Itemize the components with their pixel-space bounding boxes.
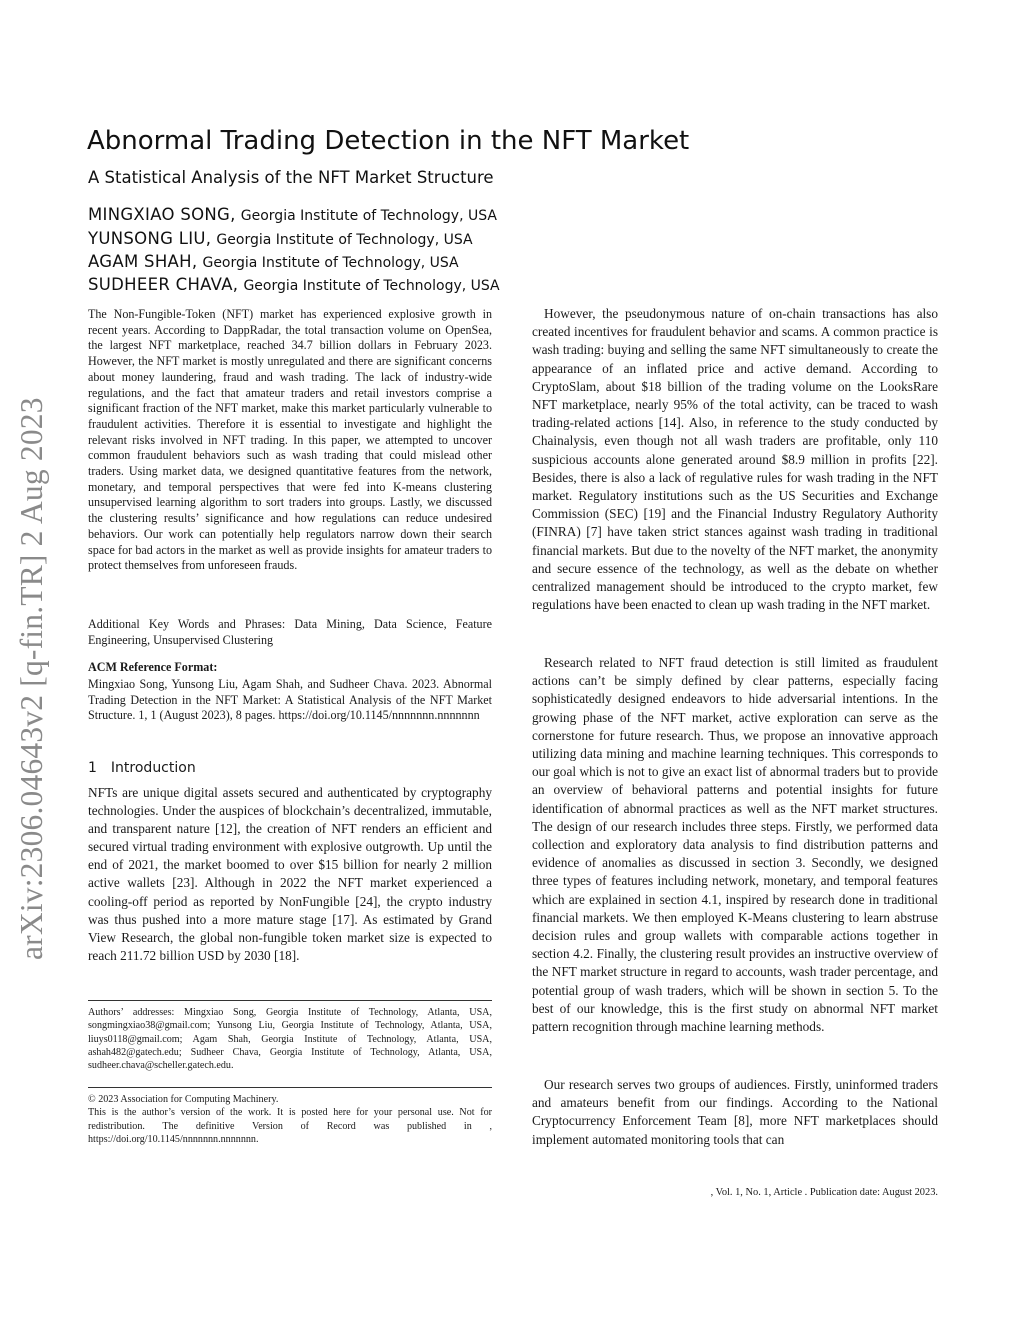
section-title: Introduction	[110, 760, 196, 776]
body-paragraph: Our research serves two groups of audiences. Firstly, uninformed traders and amateurs benefit from our findings. According to the National Cryptocurrency Enforcement Team [8], more NFT marketplaces should implement automated monitoring tools that can	[532, 1077, 938, 1147]
author-line	[88, 229, 473, 248]
author-name: SUDHEER CHAVA,	[88, 275, 239, 294]
author-line	[88, 275, 500, 294]
keywords: Additional Key Words and Phrases: Data Mining, Data Science, Feature Engineering, Unsupervised Clustering	[88, 617, 492, 647]
author-affiliation: Georgia Institute of Technology, USA	[216, 232, 473, 248]
author-line	[88, 205, 497, 224]
footnote-divider	[88, 1087, 492, 1088]
footnote-divider	[88, 1000, 492, 1001]
section-heading-introduction	[88, 760, 196, 776]
section-number: 1	[88, 760, 97, 776]
author-name: MINGXIAO SONG,	[88, 205, 236, 224]
arxiv-identifier-stamp: arXiv:2306.04643v2 [q-fin.TR] 2 Aug 2023	[14, 397, 49, 960]
author-affiliation: Georgia Institute of Technology, USA	[202, 255, 459, 271]
author-affiliation: Georgia Institute of Technology, USA	[240, 208, 497, 224]
acm-reference-heading: ACM Reference Format:	[88, 660, 218, 674]
author-line	[88, 252, 459, 271]
paper-title: Abnormal Trading Detection in the NFT Market	[87, 126, 690, 156]
author-affiliation: Georgia Institute of Technology, USA	[243, 278, 500, 294]
footnote-copyright: © 2023 Association for Computing Machinery. This is the author’s version of the work. It is posted here for your personal use. Not for redistribution. The definitive Version of Record was published in , https://doi.org/10.1145/nnnnnnn.nnnnnnn.	[88, 1094, 492, 1145]
body-paragraph: However, the pseudonymous nature of on-chain transactions has also created incentives for fraudulent behavior and scams. A common practice is wash trading: buying and selling the same NFT simultaneously to create the appearance of an inflated price and active demand. According to CryptoSlam, about $18 billion of the trading volume on the LooksRare NFT marketplace, nearly 95% of the total activity, can be traced to wash trading-related actions [14]. Also, in reference to the study conducted by Chainalysis, even though not all wash traders are profitable, only 110 suspicious accounts alone generated around $8.9 million in profits [22]. Besides, there is also a lack of regulative rules for wash trading in the NFT market. Regulatory institutions such as the US Securities and Exchange Commission (SEC) [19] and the Financial Industry Regulatory Authority (FINRA) [7] have taken strict stances against wash trading in traditional financial markets. But due to the novelty of the NFT market, the anonymity and secure essence of the technology, as well as the debate on whether centralized management should be introduced to the crypto market, few regulations have been enacted to clean up wash trading in the NFT market.	[532, 306, 938, 613]
page-footer: , Vol. 1, No. 1, Article . Publication date: August 2023.	[710, 1187, 938, 1198]
acm-reference-text: Mingxiao Song, Yunsong Liu, Agam Shah, and Sudheer Chava. 2023. Abnormal Trading Detection in the NFT Market: A Statistical Analysis of the NFT Market Structure. 1, 1 (August 2023), 8 pages. https://doi.org/10.1145/nnnnnnn.nnnnnnn	[88, 677, 492, 723]
footnote-author-addresses: Authors’ addresses: Mingxiao Song, Georgia Institute of Technology, Atlanta, USA, songmingxiao38@gmail.com; Yunsong Liu, Georgia Institute of Technology, Atlanta, USA, liuys0118@gmail.com; Agam Shah, Georgia Institute of Technology, Atlanta, USA, ashah482@gatech.edu; Sudheer Chava, Georgia Institute of Technology, Atlanta, USA, sudheer.chava@scheller.gatech.edu.	[88, 1007, 492, 1072]
author-name: YUNSONG LIU,	[88, 229, 212, 248]
body-paragraph: Research related to NFT fraud detection is still limited as fraudulent actions can’t be simply defined by clear patterns, especially facing sophisticatedly designed endeavors to hide adversarial intentions. In the growing phase of the NFT market, active exploration can serve as the cornerstone for future research. Thus, we propose an innovative approach utilizing data mining and machine learning techniques. This corresponds to our goal which is not to give an exact list of abnormal traders but to provide an overview of behavioral patterns and potential insights for future identification of abnormal practices as well as the NFT market structures. The design of our research includes three steps. Firstly, we performed data collection and exploratory data analysis to find distribution patterns and evidence of anomalies as discussed in section 3. Secondly, we designed three types of features including network, monetary, and temporal features which are explained in section 4.1, inspired by research done in traditional financial markets. We then employed K-Means clustering to learn abstruse decision rules and group wallets with comparable actions together in section 4.2. Finally, the clustering result provides an instructive overview of the NFT market structure in regard to accounts, wash trader percentage, and potential group of wash traders, which will be shown in section 5. To the best of our knowledge, this is the first study on abnormal NFT market pattern recognition through machine learning methods.	[532, 655, 938, 1035]
abstract: The Non-Fungible-Token (NFT) market has experienced explosive growth in recent years. According to DappRadar, the total transaction volume on OpenSea, the largest NFT marketplace, reached 34.7 billion dollars in February 2023. However, the NFT market is mostly unregulated and there are significant concerns about money laundering, fraud and wash trading. The lack of industry-wide regulations, and the fact that amateur traders and retail investors comprise a significant fraction of the NFT market, make this market particularly vulnerable to fraudulent activities. Therefore it is essential to investigate and highlight the relevant risks involved in NFT trading. In this paper, we attempted to uncover common fraudulent behaviors such as wash trading that could mislead other traders. Using market data, we designed quantitative features from the network, monetary, and temporal perspectives that were fed into K-means clustering unsupervised learning algorithm to sort traders into groups. Lastly, we discussed the clustering results’ significance and how regulations can reduce undesired behaviors. Our work can potentially help regulators narrow down their search space for bad actors in the market as well as provide insights for amateur traders to protect themselves from unforeseen frauds.	[88, 307, 492, 573]
paper-subtitle: A Statistical Analysis of the NFT Market Structure	[88, 168, 494, 187]
introduction-paragraph: NFTs are unique digital assets secured and authenticated by cryptography technologies. Under the auspices of blockchain’s decentralized, immutable, and transparent nature [12], the creation of NFT renders an efficient and secured virtual trading environment with explosive outgrowth. Up until the end of 2021, the market boomed to over $15 billion for nearly 2 million active wallets [23]. Although in 2022 the NFT market experienced a cooling-off period as reported by NonFungible [24], the crypto industry was thus pushed into a more mature stage [17]. As estimated by Grand View Research, the global non-fungible token market size is expected to reach 211.72 billion USD by 2030 [18].	[88, 785, 492, 963]
author-name: AGAM SHAH,	[88, 252, 198, 271]
